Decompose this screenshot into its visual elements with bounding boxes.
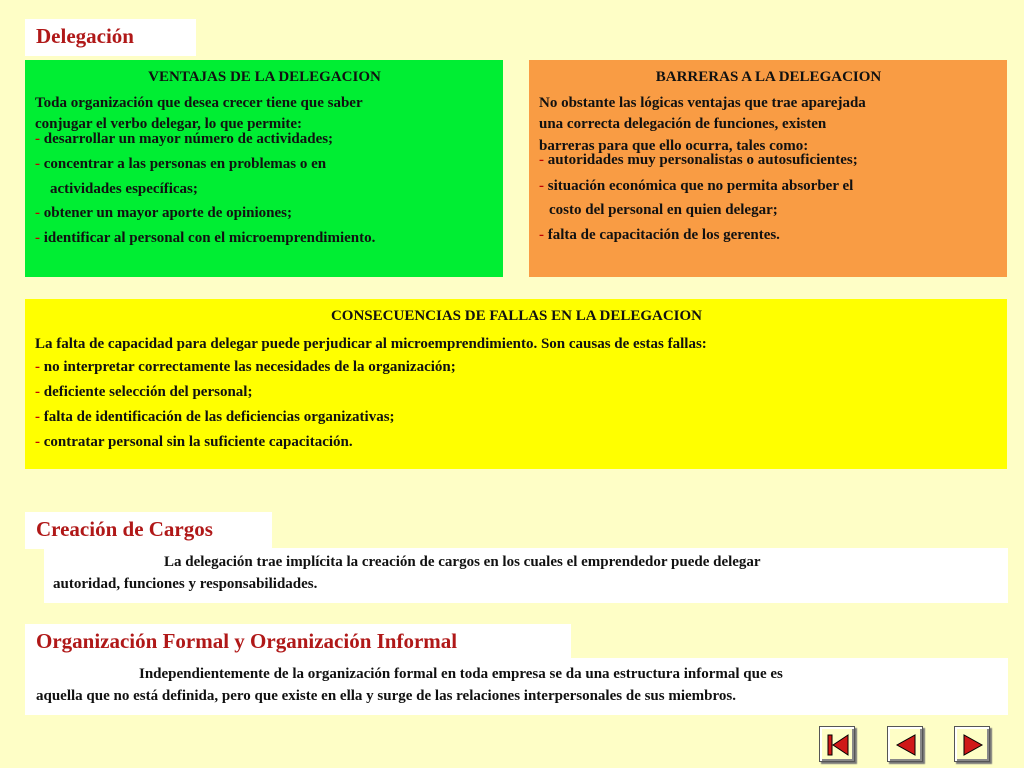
barreras-intro-line: una correcta delegación de funciones, existen <box>539 116 827 132</box>
consecuencias-bullet: - no interpretar correctamente las necesidades de la organización; <box>35 359 456 375</box>
consecuencias-bullet: - contratar personal sin la suficiente capacitación. <box>35 434 353 450</box>
consecuencias-bullet: - falta de identificación de las deficiencias organizativas; <box>35 409 395 425</box>
first-page-icon <box>820 727 856 763</box>
barreras-bullet: - situación económica que no permita absorber el <box>539 177 854 194</box>
ventajas-header: VENTAJAS DE LA DELEGACION <box>148 69 381 85</box>
creacion-line: autoridad, funciones y responsabilidades. <box>53 576 318 592</box>
barreras-bullet-continuation: costo del personal en quien delegar; <box>549 202 778 218</box>
ventajas-bullet: - identificar al personal con el microemprendimiento. <box>35 229 376 246</box>
previous-page-button[interactable] <box>887 726 923 762</box>
ventajas-intro-line: conjugar el verbo delegar, lo que permite: <box>35 116 303 132</box>
next-page-icon <box>955 727 991 763</box>
barreras-box <box>529 60 1007 277</box>
organizacion-line: Independientemente de la organización formal en toda empresa se da una estructura informal que es <box>139 666 783 682</box>
barreras-header: BARRERAS A LA DELEGACION <box>655 69 882 85</box>
creacion-line: La delegación trae implícita la creación de cargos en los cuales el emprendedor puede delegar <box>164 554 761 570</box>
ventajas-bullet: - concentrar a las personas en problemas o en <box>35 156 327 172</box>
ventajas-intro-line: Toda organización que desea crecer tiene que saber <box>35 94 363 111</box>
creacion-title: Creación de Cargos <box>25 512 272 549</box>
organizacion-title: Organización Formal y Organización Informal <box>25 624 571 661</box>
barreras-bullet: - falta de capacitación de los gerentes. <box>539 226 780 243</box>
consecuencias-box <box>25 299 1007 469</box>
ventajas-bullet-continuation: actividades específicas; <box>50 180 198 197</box>
consecuencias-bullet: - deficiente selección del personal; <box>35 384 253 400</box>
barreras-intro-line: barreras para que ello ocurra, tales como: <box>539 137 809 154</box>
ventajas-box <box>25 60 503 277</box>
organizacion-text-box <box>25 658 1008 715</box>
consecuencias-header: CONSECUENCIAS DE FALLAS EN LA DELEGACION <box>330 308 703 324</box>
consecuencias-intro: La falta de capacidad para delegar puede perjudicar al microemprendimiento. Son causas de estas fallas: <box>35 336 707 352</box>
next-page-button[interactable] <box>954 726 990 762</box>
ventajas-bullet: - obtener un mayor aporte de opiniones; <box>35 205 292 221</box>
delegacion-title: Delegación <box>25 19 196 56</box>
barreras-bullet: - autoridades muy personalistas o autosuficientes; <box>539 152 858 168</box>
barreras-intro-line: No obstante las lógicas ventajas que trae aparejada <box>539 94 866 111</box>
organizacion-line: aquella que no está definida, pero que existe en ella y surge de las relaciones interpersonales de sus miembros. <box>36 688 736 704</box>
previous-page-icon <box>888 727 924 763</box>
creacion-text-box <box>44 548 1008 603</box>
first-page-button[interactable] <box>819 726 855 762</box>
ventajas-bullet: - desarrollar un mayor número de actividades; <box>35 130 334 147</box>
